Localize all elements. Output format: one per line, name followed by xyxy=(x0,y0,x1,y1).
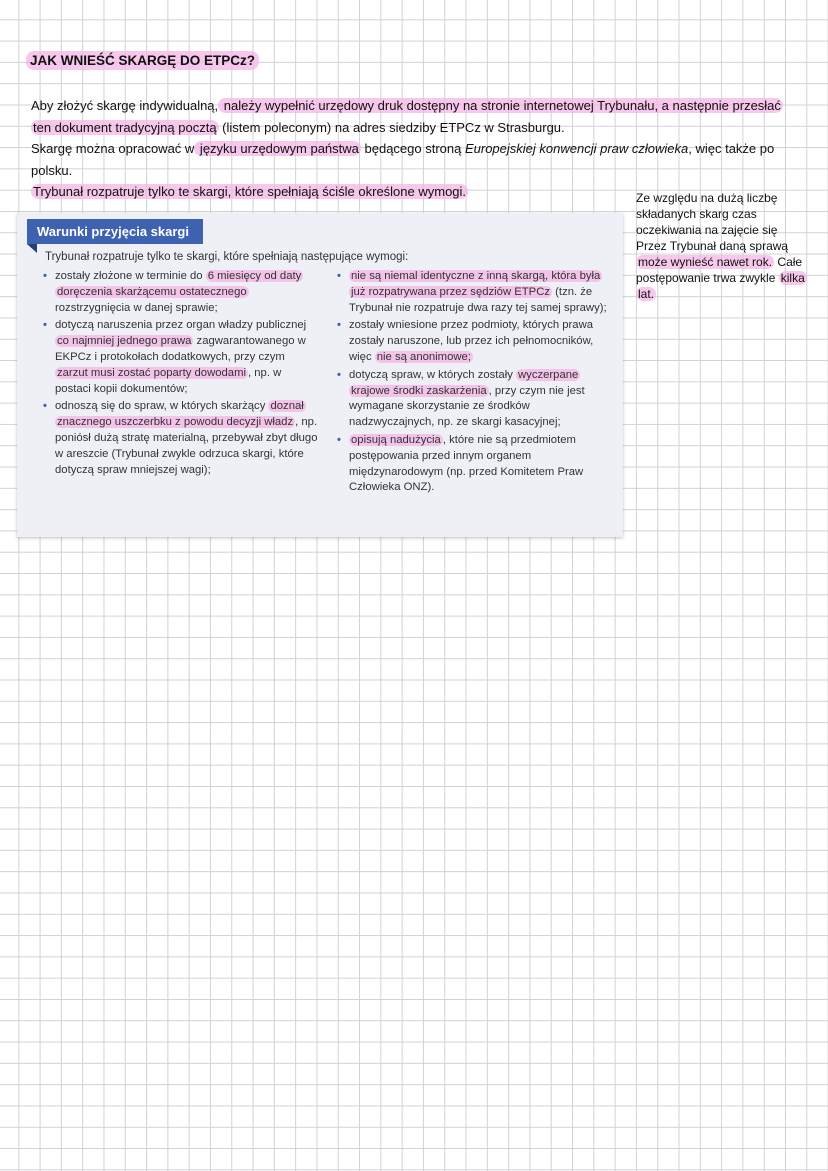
conditions-card xyxy=(17,213,623,537)
conditions-list-right xyxy=(337,269,612,498)
list-item: • zostały wniesione przez podmioty, których prawa zostały naruszone, lub przez ich pełnomocników, więc nie są anonimowe; xyxy=(337,318,612,365)
list-item: • dotyczą spraw, w których zostały wyczerpane krajowe środki zaskarżenia , przy czym nie jest wymagane skorzystanie ze środków nadzwyczajnych, np. ze skargi kasacyjnej; xyxy=(337,368,612,431)
card-header: Warunki przyjęcia skargi xyxy=(27,219,203,244)
card-lead: Trybunał rozpatruje tylko te skargi, które spełniają następujące wymogi: xyxy=(45,251,409,263)
intro-paragraph-3: Trybunał rozpatruje tylko te skargi, które spełniają ściśle określone wymogi. xyxy=(33,184,467,199)
intro-text xyxy=(31,95,801,203)
conditions-list-left xyxy=(43,269,318,480)
list-item: • zostały złożone w terminie do 6 miesięcy od daty doręczenia skarżącemu ostatecznego rozstrzygnięcia w danej sprawie; xyxy=(43,269,318,316)
side-note: Ze względu na dużą liczbę składanych skarg czas oczekiwania na zajęcie się Przez Trybunał daną sprawą może wynieść nawet rok. Całe postępowanie trwa zwykle kilka lat. xyxy=(636,191,805,301)
list-item: • dotyczą naruszenia przez organ władzy publicznej co najmniej jednego prawa zagwarantowanego w EKPCz i protokołach dodatkowych, przy czym zarzut musi zostać poparty dowodami , np. w postaci kopii dokumentów; xyxy=(43,318,318,397)
intro-paragraph-1: Aby złożyć skargę indywidualną, należy wypełnić urzędowy druk dostępny na stronie internetowej Trybunału, a następnie przesłać ten dokument tradycyjną pocztą (listem poleconym) na adres siedziby ETPCz w Strasburgu. xyxy=(31,98,781,135)
list-item: • nie są niemal identyczne z inną skargą, która była już rozpatrywana przez sędziów ETPCz (tzn. że Trybunał nie rozpatruje dwa razy tej samej sprawy); xyxy=(337,269,612,316)
page-title: JAK WNIEŚĆ SKARGĘ DO ETPCz? xyxy=(26,51,259,70)
list-item: • opisują nadużycia , które nie są przedmiotem postępowania przed innym organem międzynarodowym (np. przed Komitetem Praw Człowieka ONZ). xyxy=(337,433,612,496)
intro-paragraph-2: Skargę można opracować w języku urzędowym państwa będącego stroną Europejskiej konwencji praw człowieka, więc także po polsku. xyxy=(31,141,775,178)
list-item: • odnoszą się do spraw, w których skarżący doznał znacznego uszczerbku z powodu decyzji władz , np. poniósł dużą stratę materialną, przebywał zbyt długo w areszcie (Trybunał zwykle odrzuca skargi, które dotyczą spraw mniejszej wagi); xyxy=(43,399,318,478)
